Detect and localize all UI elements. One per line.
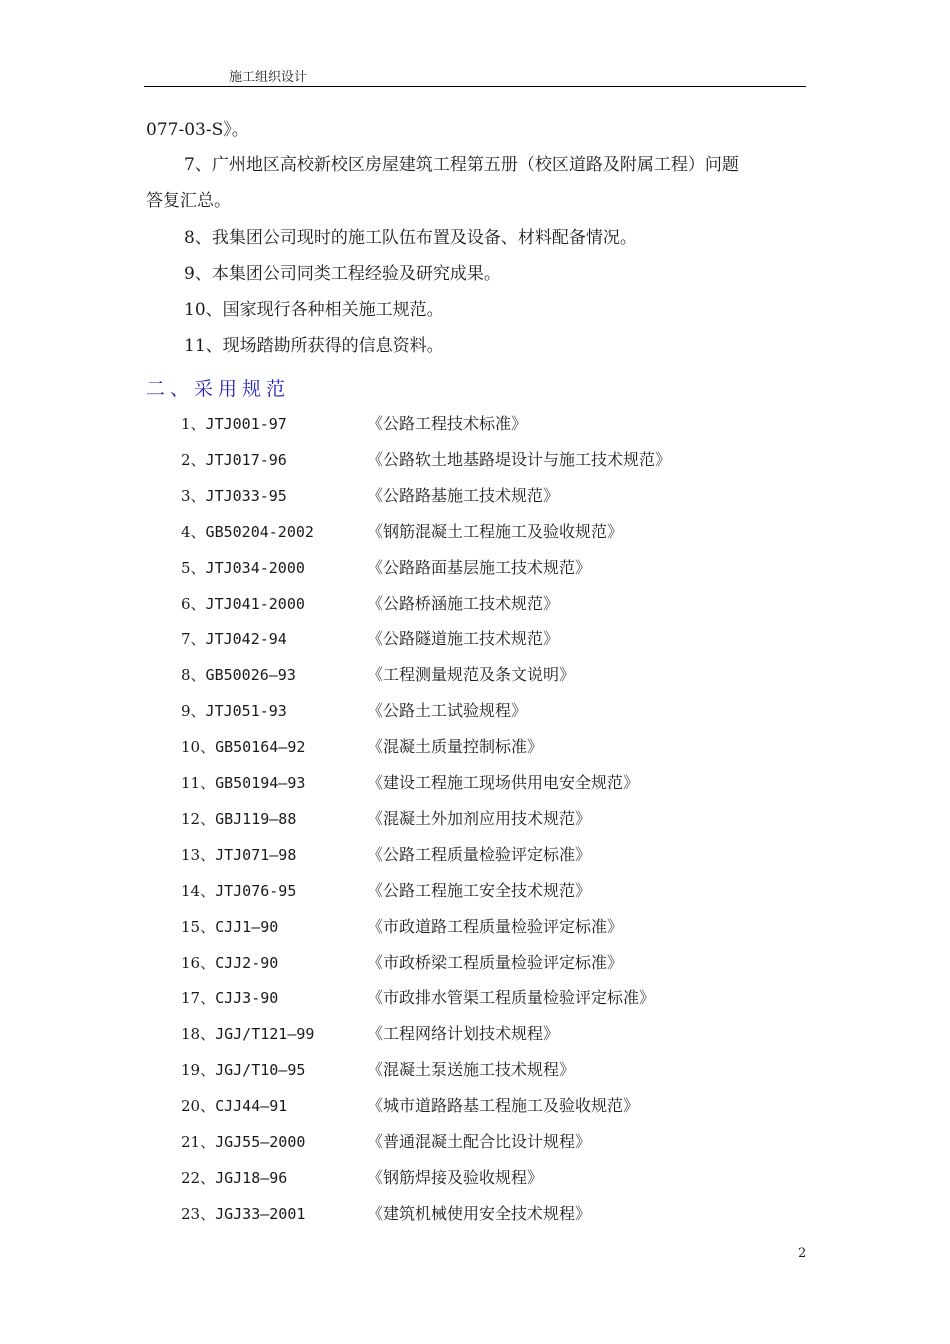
standard-code [181, 593, 305, 615]
standard-index: 14、 [181, 882, 216, 900]
standard-index: 8、 [181, 666, 206, 684]
standard-code [181, 1167, 287, 1189]
standard-index: 1、 [181, 415, 206, 433]
standard-code-value: JGJ55—2000 [215, 1133, 306, 1151]
standard-title: 《公路软土地基路堤设计与施工技术规范》 [367, 450, 672, 469]
standard-code [181, 1131, 305, 1153]
standard-index: 23、 [181, 1205, 216, 1223]
standard-code [181, 772, 305, 794]
standard-index: 19、 [181, 1061, 216, 1079]
standard-index: 6、 [181, 595, 206, 613]
running-header: 施工组织设计 [229, 70, 308, 85]
basis-item-8: 8、我集团公司现时的施工队伍布置及设备、材料配备情况。 [184, 228, 637, 248]
standard-code [181, 952, 278, 974]
standard-code [181, 664, 296, 686]
standard-code [181, 987, 278, 1009]
header-divider [144, 86, 806, 87]
page-number: 2 [798, 1246, 807, 1261]
standard-code-value: JGJ/T121—99 [215, 1025, 315, 1043]
standard-title: 《钢筋混凝土工程施工及验收规范》 [367, 522, 624, 541]
standard-code-value: JGJ18—96 [215, 1169, 288, 1187]
standard-title: 《公路工程技术标准》 [367, 414, 528, 433]
standard-index: 7、 [181, 630, 206, 648]
standard-code [181, 700, 287, 722]
standard-title: 《公路路基施工技术规范》 [367, 486, 560, 505]
standard-index: 16、 [181, 954, 216, 972]
standard-code-value: JTJ076-95 [215, 882, 297, 900]
standard-title: 《市政排水管渠工程质量检验评定标准》 [367, 988, 656, 1007]
standard-title: 《工程测量规范及条文说明》 [367, 665, 576, 684]
standard-code [181, 808, 296, 830]
standard-title: 《混凝土质量控制标准》 [367, 737, 544, 756]
standard-code-value: JTJ071—98 [215, 846, 297, 864]
standard-code-value: JTJ041-2000 [205, 595, 305, 613]
standard-code [181, 628, 287, 650]
standard-title: 《公路工程质量检验评定标准》 [367, 845, 592, 864]
standard-title: 《建筑机械使用安全技术规程》 [367, 1204, 592, 1223]
basis-item-9: 9、本集团公司同类工程经验及研究成果。 [184, 264, 501, 284]
standard-index: 13、 [181, 846, 216, 864]
standard-code-value: JGJ33—2001 [215, 1205, 306, 1223]
standard-code-value: JTJ042-94 [205, 630, 287, 648]
standard-code-value: JTJ017-96 [205, 451, 287, 469]
standard-code [181, 1203, 305, 1225]
standard-code-value: JTJ033-95 [205, 487, 287, 505]
standard-title: 《城市道路路基工程施工及验收规范》 [367, 1096, 640, 1115]
standard-title: 《公路工程施工安全技术规范》 [367, 881, 592, 900]
standard-title: 《市政桥梁工程质量检验评定标准》 [367, 953, 624, 972]
basis-item-10: 10、国家现行各种相关施工规范。 [184, 300, 444, 320]
standard-index: 20、 [181, 1097, 216, 1115]
standard-index: 22、 [181, 1169, 216, 1187]
standard-code-value: CJJ2-90 [215, 954, 279, 972]
standard-index: 10、 [181, 738, 216, 756]
standard-code [181, 916, 278, 938]
standard-index: 9、 [181, 702, 206, 720]
standard-title: 《建设工程施工现场供用电安全规范》 [367, 773, 640, 792]
standard-code [181, 1095, 287, 1117]
standard-index: 18、 [181, 1025, 216, 1043]
standard-code [181, 1023, 314, 1045]
basis-item-7-continuation: 答复汇总。 [146, 191, 231, 211]
standard-code [181, 521, 314, 543]
standard-code-value: CJJ44—91 [215, 1097, 288, 1115]
standard-code-value: CJJ1—90 [215, 918, 279, 936]
standard-index: 4、 [181, 523, 206, 541]
standard-code [181, 557, 305, 579]
standard-title: 《公路隧道施工技术规范》 [367, 629, 560, 648]
standard-code-value: JTJ001-97 [205, 415, 287, 433]
standard-title: 《工程网络计划技术规程》 [367, 1024, 560, 1043]
standard-title: 《钢筋焊接及验收规程》 [367, 1168, 544, 1187]
standard-index: 17、 [181, 989, 216, 1007]
standard-index: 11、 [181, 774, 216, 792]
standard-code [181, 413, 287, 435]
standard-code [181, 449, 287, 471]
standard-title: 《公路路面基层施工技术规范》 [367, 558, 592, 577]
standard-code-value: JTJ034-2000 [205, 559, 305, 577]
standard-index: 2、 [181, 451, 206, 469]
standard-code [181, 880, 296, 902]
standard-code-value: GBJ119—88 [215, 810, 297, 828]
standard-title: 《混凝土外加剂应用技术规范》 [367, 809, 592, 828]
standard-title: 《公路土工试验规程》 [367, 701, 528, 720]
standard-title: 《普通混凝土配合比设计规程》 [367, 1132, 592, 1151]
standard-code-value: JTJ051-93 [205, 702, 287, 720]
standard-title: 《公路桥涵施工技术规范》 [367, 594, 560, 613]
standard-code-value: GB50204-2002 [205, 523, 314, 541]
standard-index: 12、 [181, 810, 216, 828]
standard-code [181, 736, 305, 758]
standard-code-value: GB50194—93 [215, 774, 306, 792]
standard-code [181, 844, 296, 866]
standard-index: 15、 [181, 918, 216, 936]
section-heading: 二、采用规范 [146, 378, 291, 400]
standard-code-value: GB50164—92 [215, 738, 306, 756]
standard-code [181, 485, 287, 507]
standard-index: 5、 [181, 559, 206, 577]
standard-code-value: JGJ/T10—95 [215, 1061, 306, 1079]
standard-code [181, 1059, 305, 1081]
standard-title: 《市政道路工程质量检验评定标准》 [367, 917, 624, 936]
standard-index: 21、 [181, 1133, 216, 1151]
basis-item-7: 7、广州地区高校新校区房屋建筑工程第五册（校区道路及附属工程）问题 [184, 155, 739, 175]
standard-index: 3、 [181, 487, 206, 505]
continuation-line: 077-03-S》。 [146, 120, 249, 140]
standard-code-value: GB50026—93 [205, 666, 296, 684]
standard-title: 《混凝土泵送施工技术规程》 [367, 1060, 576, 1079]
basis-item-11: 11、现场踏勘所获得的信息资料。 [184, 336, 444, 356]
standard-code-value: CJJ3-90 [215, 989, 279, 1007]
